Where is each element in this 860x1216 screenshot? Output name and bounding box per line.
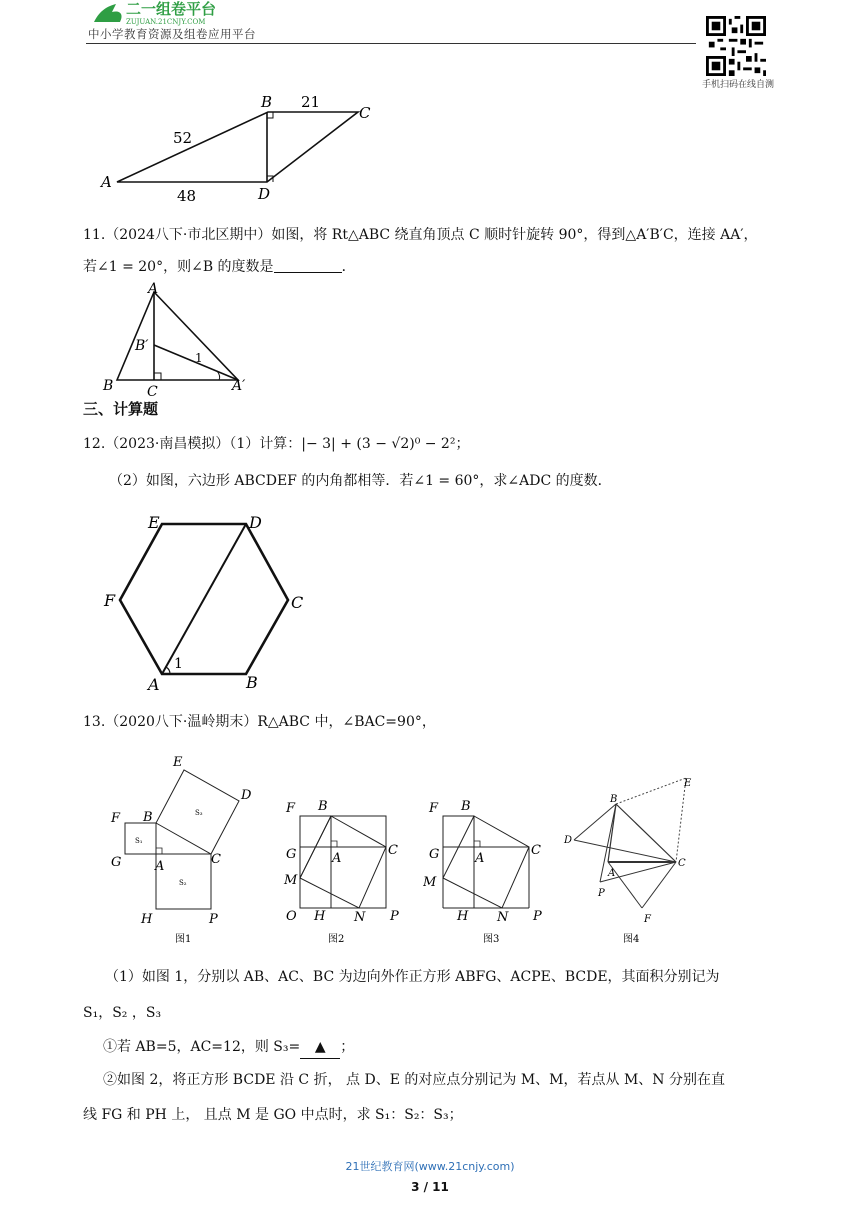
trapezoid-figure [95, 90, 385, 205]
area-s2: S₂ [179, 879, 187, 887]
label-c: C [531, 843, 541, 858]
area-s1: S₁ [135, 837, 143, 845]
label-o: O [286, 909, 297, 924]
label-m: M [423, 875, 437, 890]
q13-part1: （1）如图 1，分别以 AB、AC、BC 为边向外作正方形 ABFG、ACPE、BCDE，其面积分别记为 [105, 969, 720, 985]
q13-sub2-cont: 线 FG 和 PH 上， 且点 M 是 GO 中点时，求 S₁：S₂：S₃； [83, 1107, 463, 1123]
label-g: G [111, 855, 122, 870]
label-b: B [103, 378, 114, 394]
logo-text: 二一组卷平台 [126, 0, 217, 18]
label-c: C [678, 858, 686, 869]
q13-figure-2 [280, 790, 410, 945]
footer-site-link[interactable]: 21世纪教育网(www.21cnjy.com) [345, 1160, 515, 1173]
q11-question-text: 若∠1 = 20°，则∠B 的度数是 [83, 259, 274, 275]
label-g: G [429, 847, 440, 862]
q11-triangle-figure [95, 280, 265, 400]
section-heading: 三、计算题 [83, 400, 159, 418]
q11-text: 11.（2024八下·市北区期中）如图，将 Rt△ABC 绕直角顶点 C 顺时针旋转 90°，得到△A′B′C，连接 AA′， [83, 227, 758, 243]
qr-code-icon[interactable] [706, 16, 766, 76]
label-c: C [291, 593, 304, 612]
q12-part1: 12.（2023·南昌模拟）（1）计算：|− 3| + (3 − √2)⁰ − 2²； [83, 436, 470, 452]
q13-sub2: ②如图 2，将正方形 BCDE 沿 C 折， 点 D、E 的对应点分别记为 M、M，若点从 M、N 分别在直 [103, 1072, 725, 1088]
logo-url-text: ZUJUAN.21CNJY.COM [126, 18, 206, 26]
label-c: C [147, 384, 158, 400]
q11-question-end: ． [341, 259, 356, 275]
figure-caption: 图4 [623, 934, 640, 945]
hexagon-figure [98, 508, 318, 698]
label-a: A [101, 173, 112, 191]
label-a: A [155, 859, 165, 874]
q13-figure-4 [560, 772, 705, 947]
label-p: P [390, 909, 399, 924]
label-m: M [284, 873, 298, 888]
q11-answer-blank[interactable] [274, 258, 342, 273]
label-b: B [461, 799, 471, 814]
length-bc: 21 [301, 93, 321, 111]
label-b: B [610, 794, 618, 805]
label-a-prime: A′ [232, 378, 246, 394]
site-logo [86, 0, 271, 26]
label-e: E [148, 513, 160, 532]
label-d: D [258, 185, 271, 203]
length-ab: 52 [173, 129, 193, 147]
q13-sub1-end: ； [340, 1039, 355, 1055]
figure-caption: 图1 [175, 934, 192, 945]
page-number: 3 / 11 [411, 1180, 449, 1194]
figure-caption: 图2 [328, 934, 345, 945]
label-b: B [261, 93, 273, 111]
label-d: D [249, 513, 262, 532]
label-a: A [332, 851, 342, 866]
label-f: F [286, 801, 296, 816]
label-a: A [148, 675, 160, 694]
q13-sub1 [103, 1036, 354, 1059]
label-p: P [533, 909, 542, 924]
label-p: P [209, 912, 218, 927]
label-b-prime: B′ [135, 338, 149, 354]
label-p: P [598, 888, 605, 899]
q13-part1-cont: S₁，S₂ ，S₃ [83, 1005, 162, 1021]
label-a: A [608, 868, 616, 879]
q13-figure-3 [423, 790, 553, 945]
label-h: H [457, 909, 469, 924]
label-a: A [475, 851, 485, 866]
qr-caption: 手机扫码在线自测 [701, 80, 774, 90]
label-h: H [314, 909, 326, 924]
label-d: D [564, 835, 573, 846]
q12-part2: （2）如图，六边形 ABCDEF 的内角都相等．若∠1 = 60°，求∠ADC 的度数． [109, 473, 612, 489]
label-b: B [318, 799, 328, 814]
label-n: N [497, 910, 509, 925]
area-s3: S₃ [195, 809, 203, 817]
label-c: C [211, 852, 221, 867]
q13-sub1-text: ①若 AB=5，AC=12，则 S₃= [103, 1039, 301, 1055]
label-g: G [286, 847, 297, 862]
label-n: N [354, 910, 366, 925]
header-divider [86, 43, 696, 44]
length-ad: 48 [177, 187, 197, 205]
label-f: F [644, 914, 651, 925]
q13-sub1-answer-blank[interactable]: ▲ [300, 1036, 340, 1059]
header-subtitle: 中小学教育资源及组卷应用平台 [88, 27, 256, 41]
label-f: F [104, 591, 116, 610]
label-c: C [359, 104, 371, 122]
angle-1-label: 1 [174, 656, 183, 672]
label-b: B [143, 810, 153, 825]
label-e: E [684, 778, 692, 789]
q13-figure-1 [105, 745, 265, 945]
label-b: B [246, 673, 258, 692]
label-d: D [241, 788, 252, 803]
angle-1-label: 1 [195, 351, 203, 365]
q13-text: 13.（2020八下·温岭期末）R△ABC 中，∠BAC=90°， [83, 714, 436, 730]
figure-caption: 图3 [483, 934, 500, 945]
q11-question [83, 256, 356, 278]
label-c: C [388, 843, 398, 858]
label-h: H [141, 912, 153, 927]
label-f: F [429, 801, 439, 816]
label-a: A [148, 281, 159, 297]
label-f: F [111, 811, 121, 826]
label-e: E [173, 755, 183, 770]
